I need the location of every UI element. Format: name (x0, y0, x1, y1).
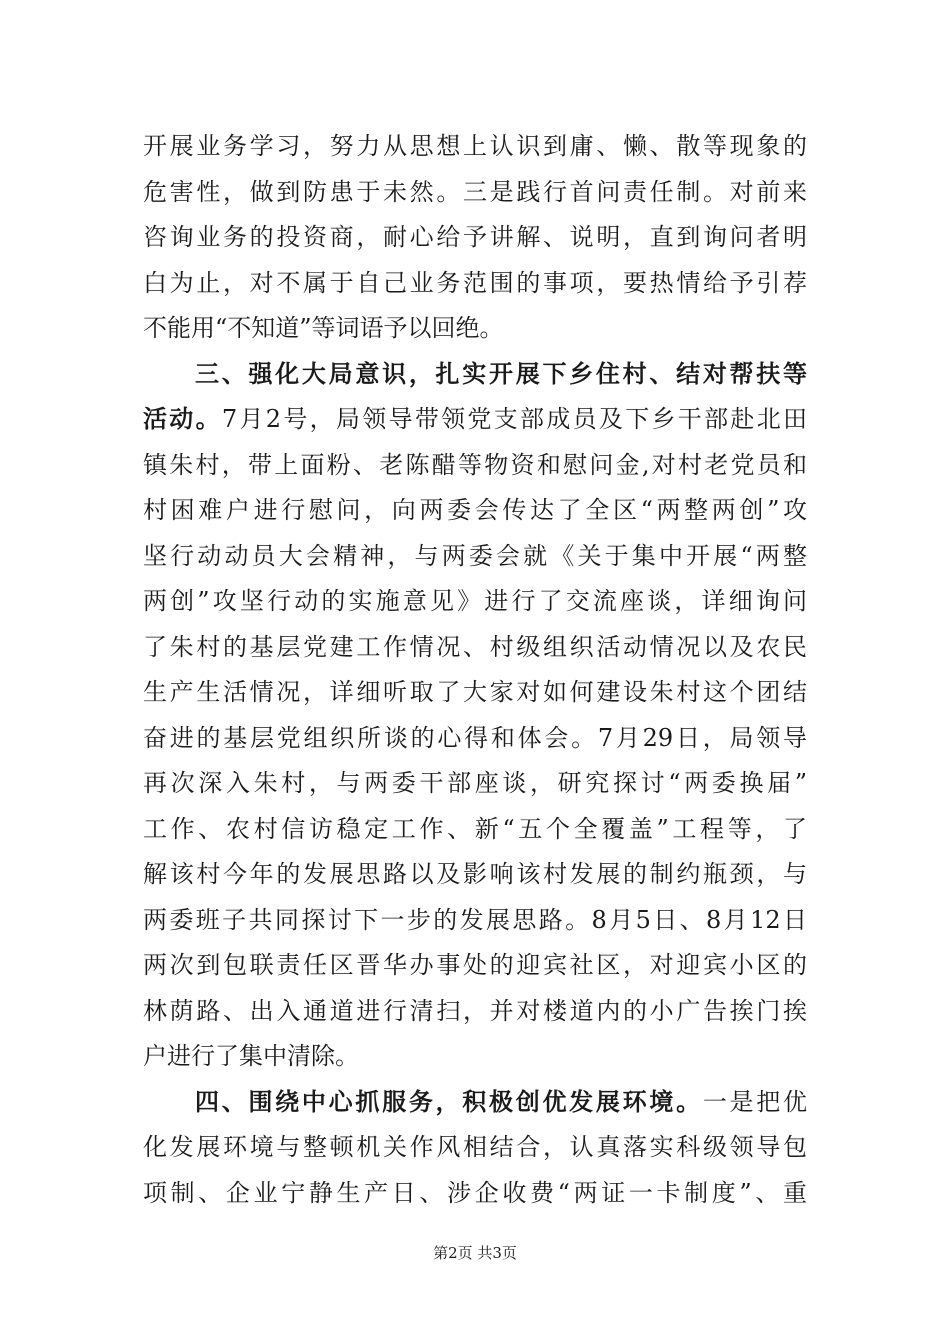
section-3-text: 7月2号，局领导带领党支部成员及下乡干部赴北田 (221, 405, 808, 433)
section-3-heading: 三、强化大局意识，扎实开展下乡住村、结对帮扶等 (195, 359, 807, 388)
text-line: 化发展环境与整顿机关作风相结合，认真落实科级领导包 (143, 1133, 807, 1161)
text-line: 奋进的基层党组织所谈的心得和体会。7月29日，局领导 (143, 723, 807, 752)
text-line: 两次到包联责任区晋华办事处的迎宾社区，对迎宾小区的 (143, 951, 807, 979)
text-line (143, 397, 807, 443)
section-3-heading-end: 活动。 (143, 405, 222, 433)
text-line (143, 1080, 807, 1126)
text-line: 不能用“不知道”等词语予以回绝。 (143, 314, 504, 342)
text-line: 村困难户进行慰问，向两委会传达了全区“两整两创”攻 (143, 496, 807, 524)
text-line: 解该村今年的发展思路以及影响该村发展的制约瓶颈，与 (143, 860, 807, 888)
text-line: 坚行动动员大会精神，与两委会就《关于集中开展“两整 (143, 541, 807, 570)
document-body (143, 124, 807, 1216)
text-line: 项制、企业宁静生产日、涉企收费“两证一卡制度”、重 (143, 1178, 807, 1207)
section-4-text: 一是把优 (702, 1087, 808, 1116)
text-line: 了朱村的基层党建工作情况、村级组织活动情况以及农民 (143, 632, 807, 661)
text-line: 镇朱村，带上面粉、老陈醋等物资和慰问金,对村老党员和 (143, 450, 807, 479)
section-4-heading: 四、围绕中心抓服务，积极创优发展环境。 (195, 1087, 703, 1116)
text-line: 两委班子共同探讨下一步的发展思路。8月5日、8月12日 (143, 905, 807, 934)
section-4-paragraph (143, 1080, 807, 1217)
paragraph-1 (143, 124, 807, 352)
text-line: 两创”攻坚行动的实施意见》进行了交流座谈，详细询问 (143, 587, 807, 615)
text-line: 工作、农村信访稳定工作、新“五个全覆盖”工程等，了 (143, 814, 807, 843)
section-3-paragraph (143, 352, 807, 1080)
text-line: 生产生活情况，详细听取了大家对如何建设朱村这个团结 (143, 678, 807, 706)
text-line: 开展业务学习，努力从思想上认识到庸、懒、散等现象的 (143, 132, 807, 160)
text-line: 再次深入朱村，与两委干部座谈，研究探讨“两委换届” (143, 769, 807, 797)
text-line: 危害性，做到防患于未然。三是践行首问责任制。对前来 (143, 177, 807, 206)
text-line: 林荫路、出入通道进行清扫，并对楼道内的小广告挨门挨 (143, 996, 807, 1025)
text-line: 白为止，对不属于自己业务范围的事项，要热情给予引荐 (143, 268, 807, 297)
text-line: 咨询业务的投资商，耐心给予讲解、说明，直到询问者明 (143, 223, 807, 251)
page-footer: 第2页 共3页 (433, 1244, 517, 1262)
text-line: 户进行了集中清除。 (143, 1042, 359, 1070)
